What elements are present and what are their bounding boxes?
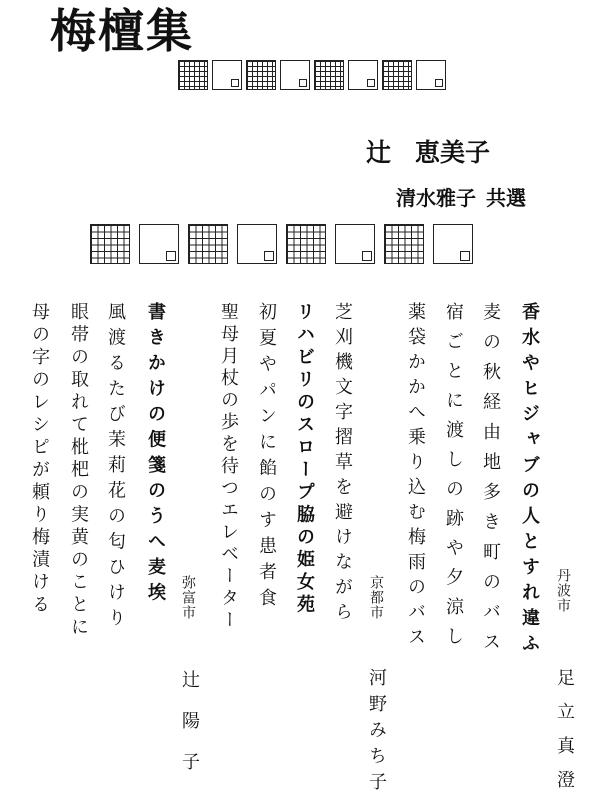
- haiku-line: 書きかけの便箋のうへ麦埃: [145, 302, 166, 608]
- square-box-icon: [139, 224, 179, 264]
- grid-box-icon: [286, 224, 326, 264]
- haiku-line: 風渡るたび茉莉花の匂ひけり: [105, 302, 126, 634]
- square-box-icon: [433, 224, 473, 264]
- author-secondary-role: 共選: [486, 186, 526, 210]
- grid-box-icon: [90, 224, 130, 264]
- haiku-line: 眼帯の取れて枇杷の実黄のことに: [68, 302, 89, 640]
- haiku-line: 香水やヒジャブの人とすれ違ふ: [519, 302, 540, 659]
- grid-box-icon: [188, 224, 228, 264]
- square-box-icon: [416, 60, 446, 90]
- credit-place: 弥富市: [180, 575, 196, 620]
- credit-name: 足立真澄: [554, 668, 575, 804]
- square-box-icon: [348, 60, 378, 90]
- square-box-icon: [335, 224, 375, 264]
- square-box-icon: [237, 224, 277, 264]
- grid-box-icon: [384, 224, 424, 264]
- page-title: 梅檀集: [50, 4, 194, 58]
- haiku-line: 初夏やパンに餡のす患者食: [256, 302, 277, 614]
- grid-box-icon: [382, 60, 412, 90]
- credit-place: 丹波市: [555, 568, 571, 613]
- haiku-line: 薬袋かかへ乗り込む梅雨のバス: [405, 302, 426, 652]
- square-box-icon: [280, 60, 310, 90]
- author-secondary-name: 清水雅子: [396, 186, 476, 210]
- haiku-line: 芝刈機文字摺草を避けながら: [332, 302, 353, 627]
- haiku-line: 聖母月杖の歩を待つエレベーター: [218, 302, 239, 632]
- author-primary-given: 恵美子: [415, 138, 491, 167]
- author-primary-surname: 辻: [366, 138, 392, 167]
- haiku-line: 麦の秋経由地多き町のバス: [480, 302, 501, 662]
- grid-box-icon: [314, 60, 344, 90]
- decorative-box-row-top: [178, 60, 446, 90]
- credit-place: 京都市: [368, 575, 384, 620]
- grid-box-icon: [246, 60, 276, 90]
- grid-box-icon: [178, 60, 208, 90]
- haiku-line: 母の字のレシピが頼り梅漬ける: [29, 302, 50, 617]
- square-box-icon: [212, 60, 242, 90]
- haiku-line: リハビリのスロープ脇の姫女苑: [294, 302, 315, 617]
- author-secondary: [396, 188, 526, 208]
- decorative-box-row-middle: [90, 224, 473, 264]
- credit-name: 河野みち子: [366, 668, 387, 798]
- author-primary: [366, 140, 490, 165]
- credit-name: 辻陽子: [179, 670, 200, 793]
- haiku-line: 宿ごとに渡しの跡や夕涼し: [443, 302, 464, 656]
